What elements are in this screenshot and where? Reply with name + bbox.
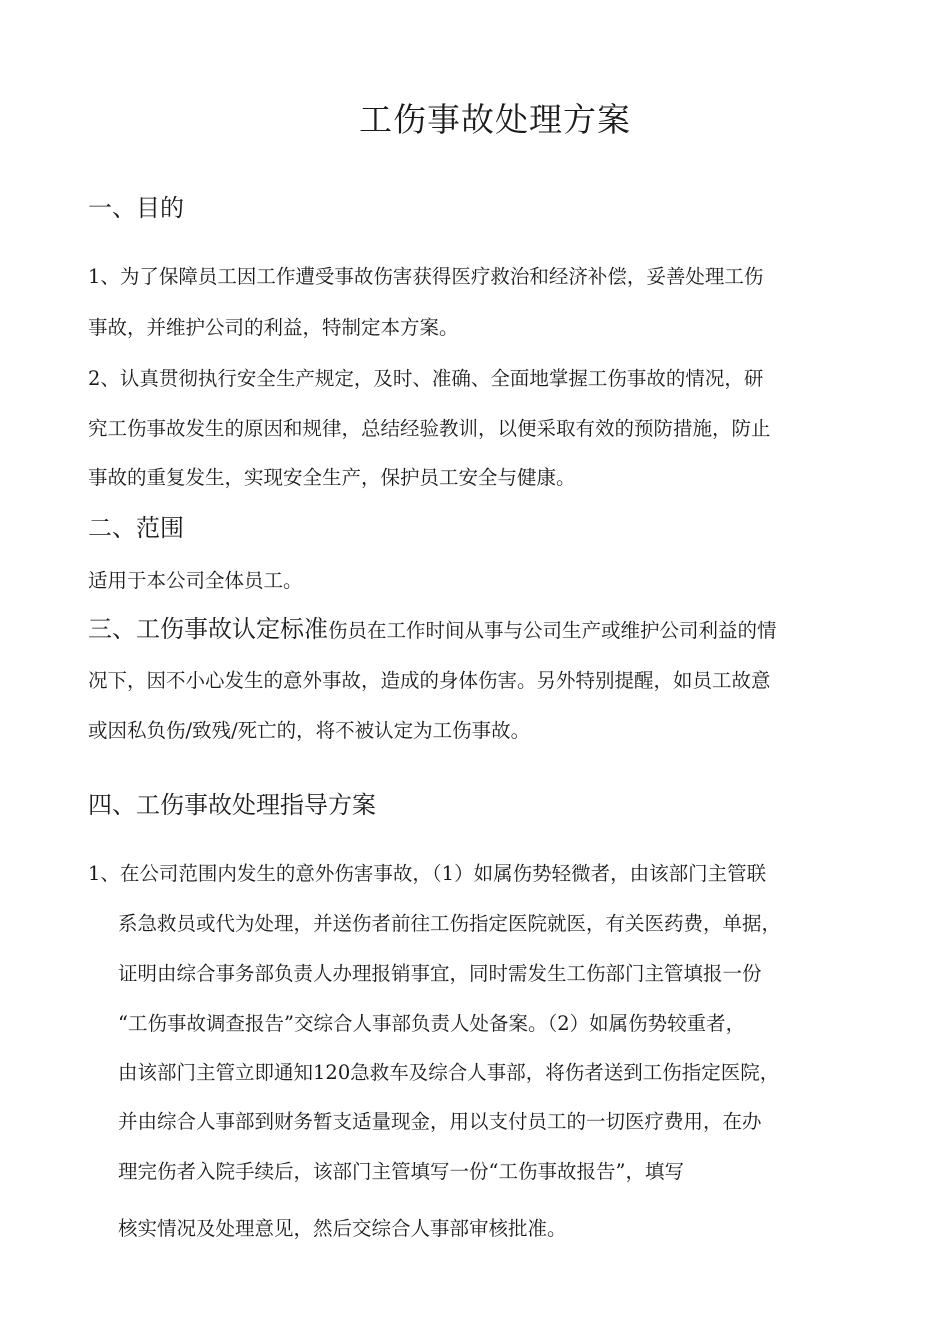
list-item-line: 理完伤者入院手续后，该部门主管填写一份“工伤事故报告”，填写 — [118, 1160, 684, 1183]
paragraph-text: 伤员在工作时间从事与公司生产或维护公司利益的情 — [328, 619, 777, 642]
section-heading-criteria: 三、工伤事故认定标准 — [88, 615, 328, 643]
paragraph-line: 事故，并维护公司的利益，特制定本方案。 — [88, 316, 459, 339]
list-item-line: 并由综合人事部到财务暂支适量现金，用以支付员工的一切医疗费用，在办 — [118, 1110, 762, 1133]
paragraph-line: 事故的重复发生，实现安全生产，保护员工安全与健康。 — [88, 466, 576, 489]
list-item-line: “工伤事故调查报告”交综合人事部负责人处备案。（2）如属伤势较重者， — [118, 1012, 746, 1035]
list-item-line: 1、在公司范围内发生的意外伤害事故，（1）如属伤势轻微者，由该部门主管联 — [88, 862, 767, 885]
list-item-line: 系急救员或代为处理，并送伤者前往工伤指定医院就医，有关医药费，单据， — [118, 912, 782, 935]
paragraph-line: 或因私负伤/致残/死亡的，将不被认定为工伤事故。 — [88, 719, 531, 742]
list-item-line: 核实情况及处理意见，然后交综合人事部审核批准。 — [118, 1217, 567, 1240]
section-heading-guidance: 四、工伤事故处理指导方案 — [88, 791, 376, 819]
paragraph-line: 1、为了保障员工因工作遭受事故伤害获得医疗救治和经济补偿，妥善处理工伤 — [88, 265, 764, 288]
section-heading-purpose: 一、目的 — [88, 194, 184, 222]
paragraph-line: 适用于本公司全体员工。 — [88, 569, 303, 592]
section-3-first-line — [88, 614, 777, 646]
paragraph-line: 2、认真贯彻执行安全生产规定，及时、准确、全面地掌握工伤事故的情况，研 — [88, 367, 764, 390]
document-title: 工伤事故处理方案 — [359, 100, 631, 139]
paragraph-line: 究工伤事故发生的原因和规律，总结经验教训，以便采取有效的预防措施，防止 — [88, 417, 771, 440]
paragraph-line: 况下，因不小心发生的意外事故，造成的身体伤害。另外特别提醒，如员工故意 — [88, 669, 771, 692]
section-heading-scope: 二、范围 — [88, 514, 184, 542]
list-item-line: 证明由综合事务部负责人办理报销事宜，同时需发生工伤部门主管填报一份 — [118, 962, 762, 985]
list-item-line: 由该部门主管立即通知120急救车及综合人事部，将伤者送到工伤指定医院， — [118, 1061, 780, 1084]
